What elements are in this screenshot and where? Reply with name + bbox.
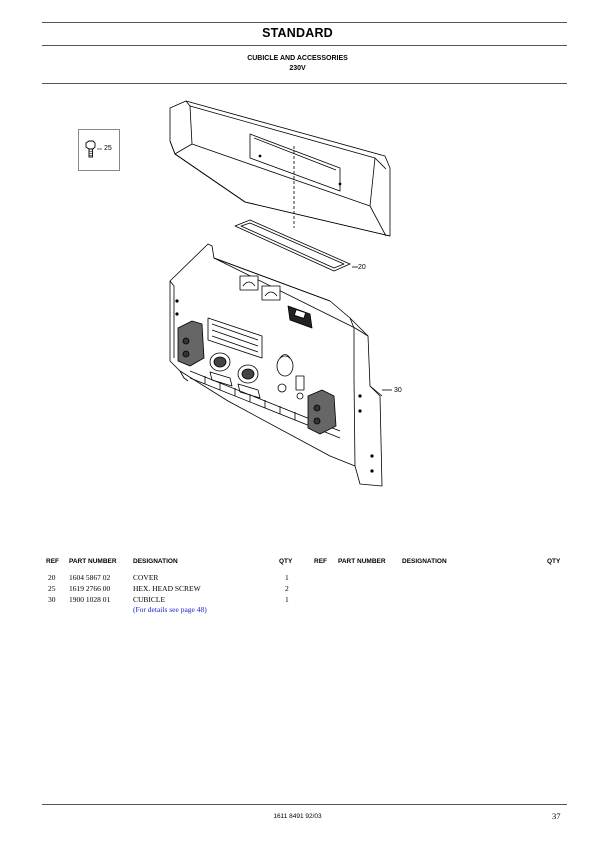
header-part-number-right: PART NUMBER	[338, 558, 386, 565]
callout-25: 25	[104, 145, 112, 152]
details-link[interactable]: (For details see page 48)	[133, 605, 207, 614]
row-designation: COVER	[133, 573, 159, 582]
exploded-drawing	[150, 96, 410, 496]
page-title: STANDARD	[262, 26, 333, 40]
row-qty: 2	[285, 584, 289, 593]
page-number: 37	[552, 811, 561, 821]
footer-rule	[42, 804, 567, 805]
voltage-label: 230V	[289, 65, 306, 72]
row-designation: CUBICLE	[133, 595, 166, 604]
row-qty: 1	[285, 595, 289, 604]
row-designation: HEX. HEAD SCREW	[133, 584, 201, 593]
row-ref: 30	[48, 595, 56, 604]
header-bottom-rule	[42, 83, 567, 84]
section-title: CUBICLE AND ACCESSORIES	[247, 55, 348, 62]
row-part-number: 1604 5867 02	[69, 573, 111, 582]
header-qty: QTY	[279, 558, 293, 565]
top-rule	[42, 22, 567, 23]
header-ref-right: REF	[314, 558, 327, 565]
row-ref: 25	[48, 584, 56, 593]
row-part-number: 1900 1028 01	[69, 595, 111, 604]
header-ref: REF	[46, 558, 59, 565]
row-ref: 20	[48, 573, 56, 582]
row-qty: 1	[285, 573, 289, 582]
callout-30: 30	[394, 387, 402, 394]
header-designation-right: DESIGNATION	[402, 558, 447, 565]
screw-detail-box	[78, 129, 120, 171]
cubicle-illustration	[150, 96, 410, 491]
callout-20: 20	[358, 264, 366, 271]
document-code: 1611 8491 92/03	[273, 813, 322, 820]
header-designation: DESIGNATION	[133, 558, 178, 565]
header-qty-right: QTY	[547, 558, 561, 565]
title-rule	[42, 45, 567, 46]
hex-screw-icon	[79, 130, 119, 170]
row-part-number: 1619 2766 00	[69, 584, 111, 593]
header-part-number: PART NUMBER	[69, 558, 117, 565]
